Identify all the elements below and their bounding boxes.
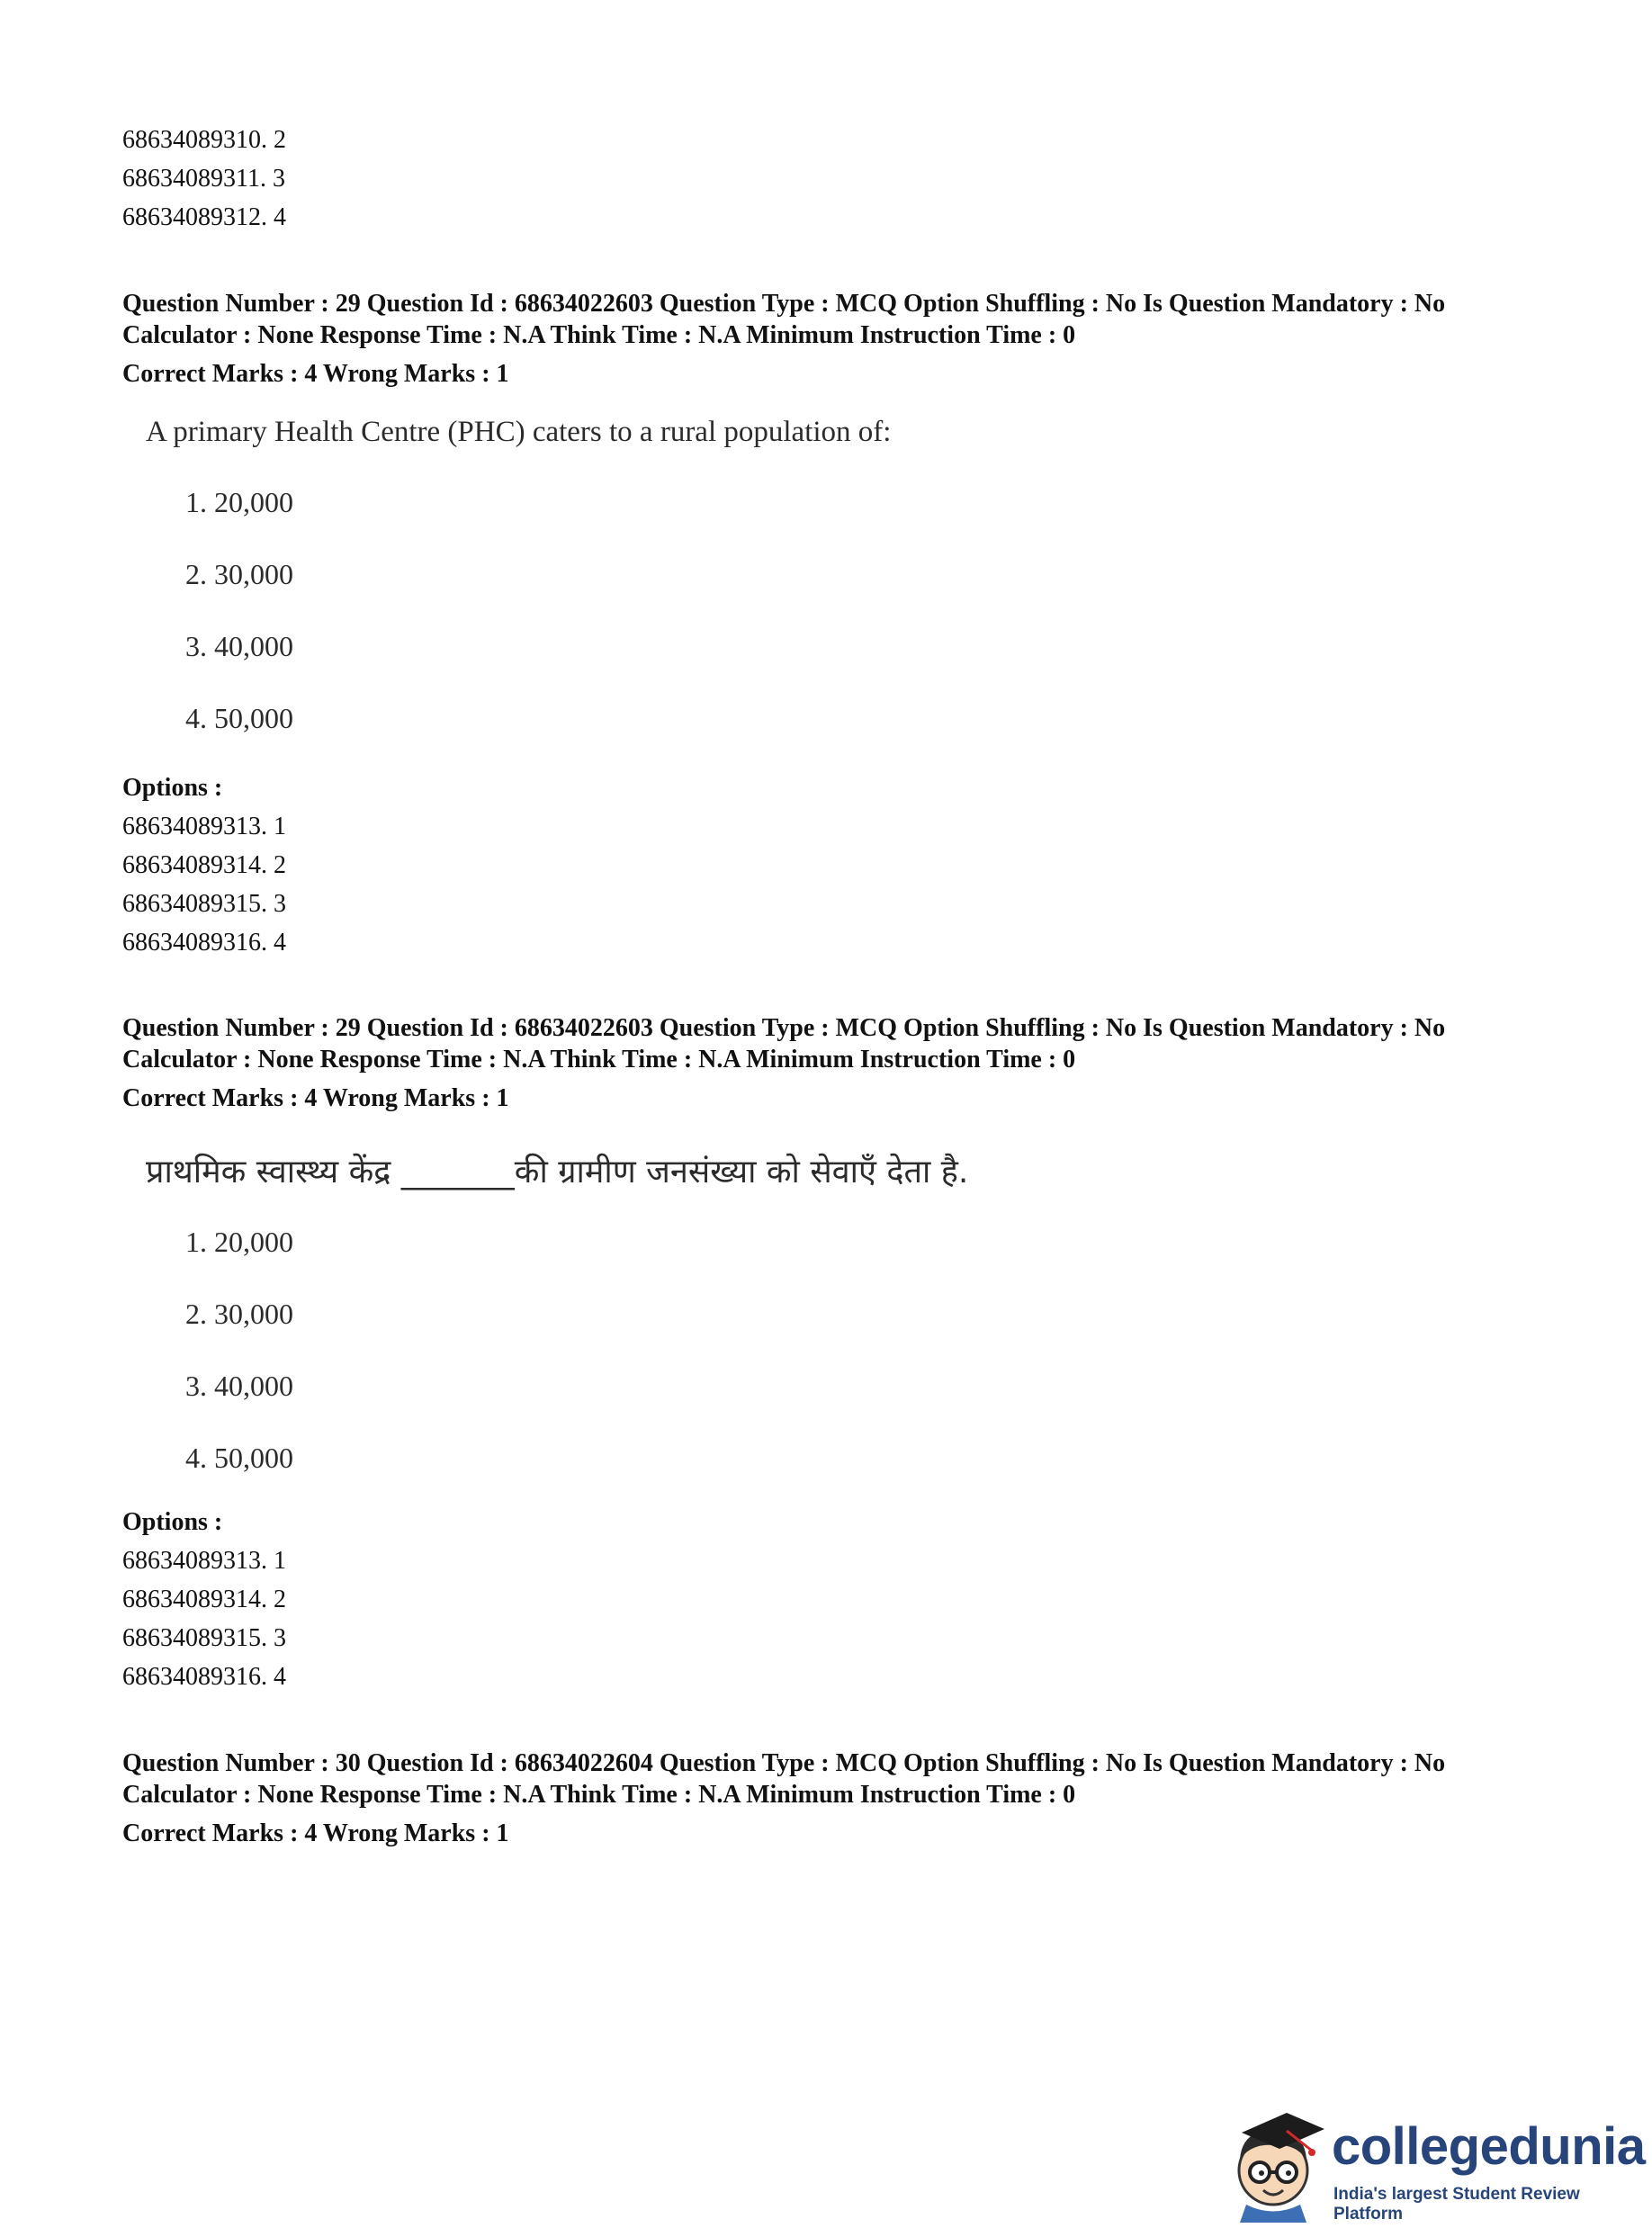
option-line: 68634089316. 4 xyxy=(122,1663,286,1691)
previous-question-options xyxy=(122,121,286,237)
option-line: 68634089315. 3 xyxy=(122,1624,286,1652)
question-meta-text: Question Number : 29 Question Id : 68634022603 Question Type : MCQ Option Shuffling : No Is Question Mandatory : No Calculator : None Response Time : N.A Think Time : N.A Minimum Instruction Time : 0 xyxy=(122,1014,1446,1074)
option-line: 68634089313. 1 xyxy=(122,813,286,840)
question-marks: Correct Marks : 4 Wrong Marks : 1 xyxy=(122,360,509,388)
question-marks: Correct Marks : 4 Wrong Marks : 1 xyxy=(122,1084,509,1112)
question-choice: 4. 50,000 xyxy=(185,702,293,734)
question-image xyxy=(146,1148,1046,1490)
option-line: 68634089313. 1 xyxy=(122,1547,286,1575)
question-meta xyxy=(122,1012,1544,1114)
question-text: A primary Health Centre (PHC) caters to a rural population of: xyxy=(146,416,892,448)
question-marks: Correct Marks : 4 Wrong Marks : 1 xyxy=(122,1819,509,1847)
question-choice: 1. 20,000 xyxy=(185,486,293,518)
question-choice: 4. 50,000 xyxy=(185,1442,293,1474)
question-meta-text: Question Number : 29 Question Id : 68634022603 Question Type : MCQ Option Shuffling : No Is Question Mandatory : No Calculator : None Response Time : N.A Think Time : N.A Minimum Instruction Time : 0 xyxy=(122,290,1446,349)
options-label: Options : xyxy=(122,1508,223,1536)
logo-tagline: India's largest Student Review Platform xyxy=(1333,2185,1580,2224)
question-meta xyxy=(122,288,1544,390)
option-line: 68634089315. 3 xyxy=(122,890,286,918)
options-label: Options : xyxy=(122,774,223,802)
question-choice: 2. 30,000 xyxy=(185,558,293,590)
question-choice: 2. 30,000 xyxy=(185,1298,293,1330)
options-list xyxy=(122,768,286,962)
option-line: 68634089314. 2 xyxy=(122,851,286,879)
question-choice: 3. 40,000 xyxy=(185,1370,293,1402)
question-image xyxy=(146,416,1046,758)
mascot-icon xyxy=(1224,2097,1332,2223)
question-meta-text: Question Number : 30 Question Id : 68634022604 Question Type : MCQ Option Shuffling : No Is Question Mandatory : No Calculator : None Response Time : N.A Think Time : N.A Minimum Instruction Time : 0 xyxy=(122,1749,1446,1809)
options-list xyxy=(122,1503,286,1696)
option-line: 68634089310. 2 xyxy=(122,126,286,154)
option-line: 68634089311. 3 xyxy=(122,165,285,193)
option-line: 68634089312. 4 xyxy=(122,203,286,231)
question-choice: 1. 20,000 xyxy=(185,1226,293,1258)
question-meta xyxy=(122,1747,1544,1849)
question-choice: 3. 40,000 xyxy=(185,630,293,662)
collegedunia-logo xyxy=(1224,2097,1647,2223)
option-line: 68634089314. 2 xyxy=(122,1586,286,1613)
logo-wordmark: collegedunia xyxy=(1332,2117,1646,2176)
option-line: 68634089316. 4 xyxy=(122,929,286,957)
question-text: प्राथमिक स्वास्थ्य केंद्र _______की ग्रामीण जनसंख्या को सेवाएँ देता है. xyxy=(146,1154,969,1190)
